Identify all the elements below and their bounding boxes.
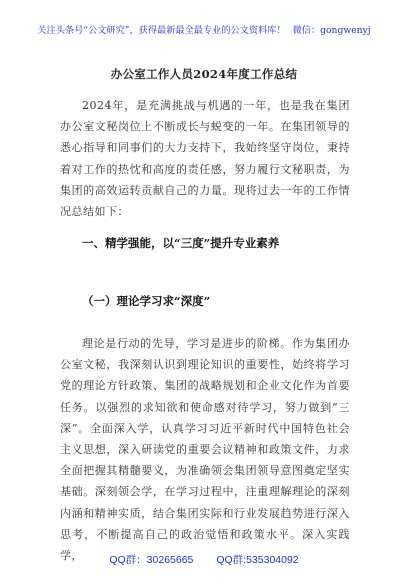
document-title: 办公室工作人员2024年度工作总结 bbox=[110, 67, 298, 81]
header-banner bbox=[0, 22, 408, 36]
section1-sub1-heading: （一）理论学习求“深度” bbox=[82, 294, 211, 308]
qq-group-1: QQ群：30265665 bbox=[109, 554, 194, 566]
wechat-text: 微信：gongwenyj bbox=[292, 25, 371, 36]
promo-text: 关注头条号“公文研究”，获得最新最全最专业的公文资料库！ bbox=[37, 25, 286, 36]
section1-heading: 一、精学强能，以“三度”提升专业素养 bbox=[82, 236, 280, 250]
qq-group-2: QQ群:535304092 bbox=[216, 554, 299, 566]
intro-paragraph: 2024年，是充满挑战与机遇的一年，也是我在集团办公室文秘岗位上不断成长与蜕变的一年。在集团领导的悉心指导和同事们的大力支持下，我始终坚守岗位，秉持着对工作的热忱和高度的责任感，努力履行文秘职责，为集团的高效运转贡献自己的力量。现将过去一年的工作情况总结如下： bbox=[60, 99, 350, 219]
section1-sub1-body: 理论是行动的先导，学习是进步的阶梯。作为集团办公室文秘，我深刻认识到理论知识的重要性，始终将学习党的理论方针政策、集团的战略规划和企业文化作为首要任务。以强烈的求知欲和使命感对待学习，努力做到“三深”。全面深入学，认真学习习近平新时代中国特色社会主义思想，深入研读党的重要会议精神和政策文件，力求全面把握其精髓要义，为准确领会集团领导意图奠定坚实基础。深刻领会学，在学习过程中，注重理解理论的深刻内涵和精神实质，结合集团实际和行业发展趋势进行深入思考，不断提高自己的政治觉悟和政策水平。深入实践学， bbox=[60, 337, 350, 563]
footer-qq bbox=[0, 552, 408, 567]
